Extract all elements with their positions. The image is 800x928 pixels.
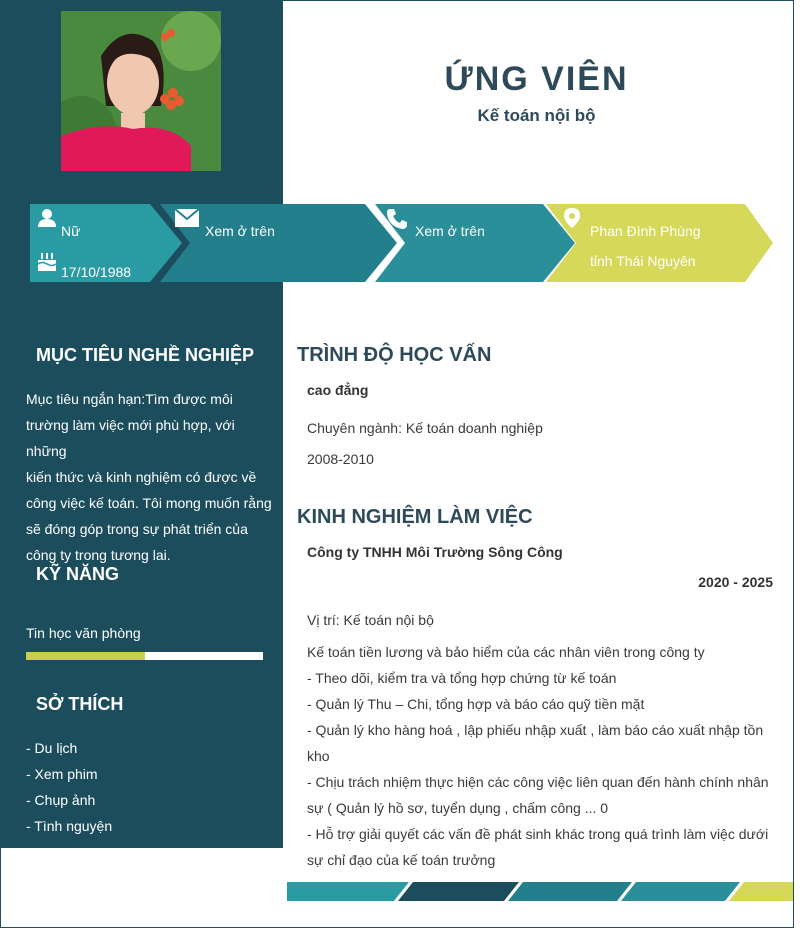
objective-line: sẽ đóng góp trong sự phát triển của [26, 521, 248, 537]
education-major: Chuyên ngành: Kế toán doanh nghiệp [307, 420, 543, 436]
contact-ribbon [0, 200, 800, 286]
hobby-item: - Chụp ảnh [26, 792, 96, 808]
footer-stripes [287, 882, 793, 901]
career-objective-text [26, 386, 276, 568]
objective-line: kiến thức và kinh nghiệm có được về [26, 469, 257, 485]
candidate-position: Kế toán nội bộ [477, 106, 596, 125]
experience-line: - Hỗ trợ giải quyết các vấn đề phát sinh khác trong quá trình làm việc dưới sự chỉ đạo của kế toán trưởng [307, 826, 769, 868]
hobbies-list [26, 735, 112, 839]
experience-line: - Quản lý kho hàng hoá , lập phiếu nhập xuất , làm báo cáo xuất nhập tồn kho [307, 722, 764, 764]
objective-line: công việc kế toán. Tôi mong muốn rằng [26, 495, 272, 511]
candidate-title: ỨNG VIÊN [444, 60, 629, 98]
objective-line: trường làm việc mới phù hợp, với những [26, 417, 235, 459]
career-objective-heading: MỤC TIÊU NGHỀ NGHIỆP [36, 345, 255, 365]
gender-value: Nữ [61, 223, 81, 239]
experience-line: - Chịu trách nhiệm thực hiện các công việc liên quan đến hành chính nhân sự ( Quản lý hồ sơ, tuyển dụng , chấm công ... 0 [307, 774, 769, 816]
skill-level-fill [26, 652, 145, 660]
skill-name: Tin học văn phòng [26, 625, 141, 641]
experience-heading: KINH NGHIỆM LÀM VIỆC [297, 506, 533, 528]
address-line1: Phan Đình Phùng [590, 223, 701, 239]
objective-line: công ty trong tương lai. [26, 547, 171, 563]
education-heading: TRÌNH ĐỘ HỌC VẤN [297, 344, 492, 366]
hobby-item: - Du lịch [26, 740, 78, 756]
profile-photo [61, 11, 221, 171]
hobby-item: - Tình nguyện [26, 818, 113, 834]
address-line2: tỉnh Thái Nguyên [590, 253, 696, 269]
hobbies-heading: SỞ THÍCH [36, 694, 124, 714]
phone-value[interactable]: Xem ở trên [415, 223, 485, 239]
email-value[interactable]: Xem ở trên [205, 223, 275, 239]
objective-line: Mục tiêu ngắn hạn:Tìm được môi [26, 391, 233, 407]
education-period: 2008-2010 [307, 451, 374, 467]
experience-line: - Quản lý Thu – Chi, tổng hợp và báo cáo quỹ tiền mặt [307, 696, 645, 712]
experience-line: - Theo dõi, kiểm tra và tổng hợp chứng từ kế toán [307, 670, 617, 686]
birthdate-value: 17/10/1988 [61, 264, 132, 280]
experience-position: Vị trí: Kế toán nội bộ [307, 612, 434, 628]
skills-heading: KỸ NĂNG [36, 564, 120, 584]
experience-line: Kế toán tiền lương và bảo hiểm của các nhân viên trong công ty [307, 644, 705, 660]
skill-level-bar [26, 652, 263, 660]
hobby-item: - Xem phim [26, 766, 98, 782]
title-block [283, 56, 790, 126]
experience-company: Công ty TNHH Môi Trường Sông Công [307, 544, 563, 560]
education-level: cao đẳng [307, 382, 369, 398]
experience-period: 2020 - 2025 [698, 574, 773, 590]
experience-description [307, 639, 777, 873]
